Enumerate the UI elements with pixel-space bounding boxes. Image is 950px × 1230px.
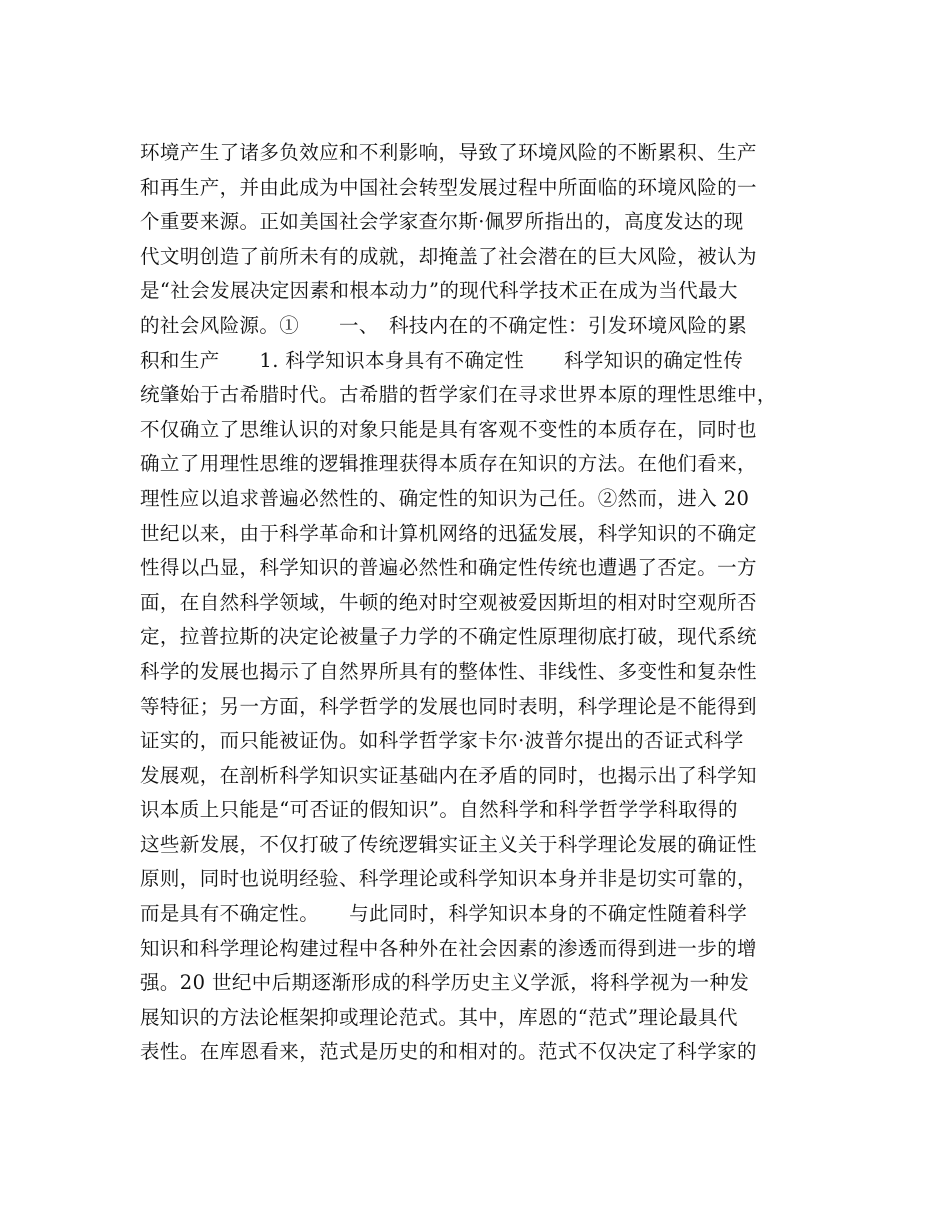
- text-line: 而是具有不确定性。 与此同时，科学知识本身的不确定性随着科学: [140, 902, 748, 926]
- text-line: 强。20 世纪中后期逐渐形成的科学历史主义学派，将科学视为一种发: [140, 971, 750, 995]
- text-line: 这些新发展，不仅打破了传统逻辑实证主义关于科学理论发展的确证性: [140, 832, 757, 856]
- text-line: 个重要来源。正如美国社会学家查尔斯·佩罗所指出的，高度发达的现: [140, 210, 744, 234]
- text-line: 等特征；另一方面，科学哲学的发展也同时表明，科学理论是不能得到: [140, 694, 757, 718]
- body-text: [140, 136, 830, 1070]
- text-line: 确立了用理性思维的逻辑推理获得本质存在知识的方法。在他们看来，: [140, 452, 757, 476]
- text-line: 识本质上只能是“可否证的假知识”。自然科学和科学哲学学科取得的: [140, 798, 738, 822]
- text-line: 环境产生了诸多负效应和不利影响，导致了环境风险的不断累积、生产: [140, 141, 757, 164]
- text-line: 积和生产 1. 科学知识本身具有不确定性 科学知识的确定性传: [140, 348, 744, 372]
- text-line: 知识和科学理论构建过程中各种外在社会因素的渗透而得到进一步的增: [140, 936, 757, 960]
- text-line: 定，拉普拉斯的决定论被量子力学的不确定性原理彻底打破，现代系统: [140, 625, 757, 649]
- text-line: 性得以凸显，科学知识的普遍必然性和确定性传统也遭遇了否定。一方: [140, 556, 757, 580]
- text-line: 理性应以追求普遍必然性的、确定性的知识为己任。②然而，进入 20: [140, 486, 750, 510]
- text-line: 面，在自然科学领域，牛顿的绝对时空观被爱因斯坦的相对时空观所否: [140, 590, 757, 614]
- text-line: 统肇始于古希腊时代。古希腊的哲学家们在寻求世界本原的理性思维中，: [140, 383, 777, 407]
- text-line: 证实的，而只能被证伪。如科学哲学家卡尔·波普尔提出的否证式科学: [140, 729, 744, 753]
- text-line: 是“社会发展决定因素和根本动力”的现代科学技术正在成为当代最大: [140, 279, 738, 303]
- text-line: 原则，同时也说明经验、科学理论或科学知识本身并非是切实可靠的，: [140, 867, 757, 891]
- text-line: 展知识的方法论框架抑或理论范式。其中，库恩的“范式”理论最具代: [140, 1005, 738, 1029]
- text-line: 表性。在库恩看来，范式是历史的和相对的。范式不仅决定了科学家的: [140, 1040, 757, 1064]
- text-line: 和再生产，并由此成为中国社会转型发展过程中所面临的环境风险的一: [140, 175, 757, 199]
- text-line: 代文明创造了前所未有的成就，却掩盖了社会潜在的巨大风险，被认为: [140, 244, 757, 268]
- text-line: 科学的发展也揭示了自然界所具有的整体性、非线性、多变性和复杂性: [140, 659, 757, 683]
- text-line: 不仅确立了思维认识的对象只能是具有客观不变性的本质存在，同时也: [140, 417, 757, 441]
- text-line: 世纪以来，由于科学革命和计算机网络的迅猛发展，科学知识的不确定: [140, 521, 757, 545]
- text-line: 发展观，在剖析科学知识实证基础内在矛盾的同时，也揭示出了科学知: [140, 763, 757, 787]
- text-line: 的社会风险源。① 一、 科技内在的不确定性：引发环境风险的累: [140, 313, 748, 337]
